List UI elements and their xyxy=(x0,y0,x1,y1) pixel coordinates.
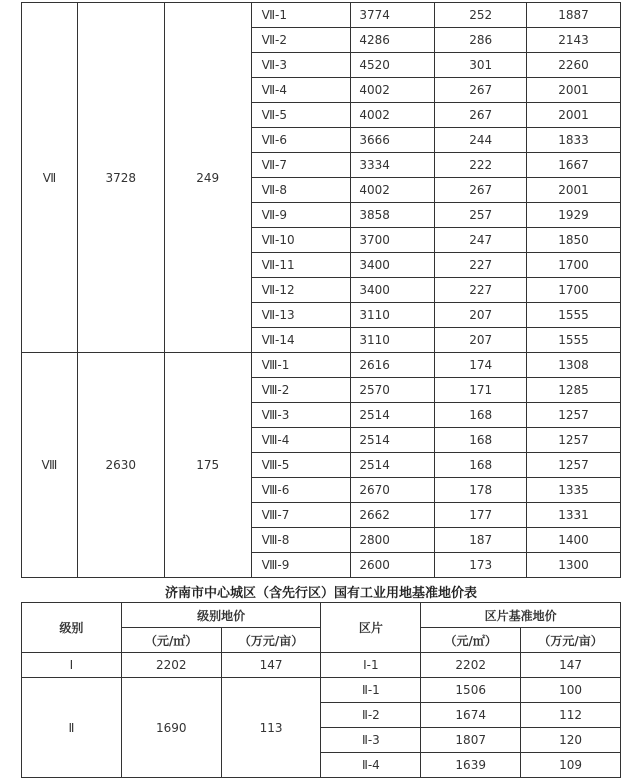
zone-cell: Ⅱ-2 xyxy=(321,703,421,728)
zone-cell: Ⅶ-14 xyxy=(251,328,351,353)
value-cell: 227 xyxy=(435,278,527,303)
level-cell: Ⅶ xyxy=(22,3,78,353)
level-price-cell: 175 xyxy=(164,353,251,578)
value-cell: 3110 xyxy=(351,328,435,353)
value-cell: 1257 xyxy=(527,453,621,478)
value-cell: 1667 xyxy=(527,153,621,178)
value-cell: 2260 xyxy=(527,53,621,78)
value-cell: 4002 xyxy=(351,78,435,103)
value-cell: 267 xyxy=(435,103,527,128)
value-cell: 1555 xyxy=(527,303,621,328)
value-cell: 267 xyxy=(435,178,527,203)
value-cell: 1335 xyxy=(527,478,621,503)
zone-cell: Ⅶ-3 xyxy=(251,53,351,78)
value-cell: 1700 xyxy=(527,278,621,303)
zone-cell: Ⅶ-2 xyxy=(251,28,351,53)
value-cell: 2514 xyxy=(351,428,435,453)
header-level-price: 级别地价 xyxy=(121,603,321,628)
value-cell: 109 xyxy=(521,753,621,778)
level-price-cell: 249 xyxy=(164,3,251,353)
value-cell: 1700 xyxy=(527,253,621,278)
value-cell: 2800 xyxy=(351,528,435,553)
level-price-cell: 113 xyxy=(221,678,321,778)
value-cell: 2001 xyxy=(527,103,621,128)
zone-cell: Ⅶ-1 xyxy=(251,3,351,28)
value-cell: 2570 xyxy=(351,378,435,403)
value-cell: 301 xyxy=(435,53,527,78)
value-cell: 247 xyxy=(435,228,527,253)
table-row xyxy=(22,3,621,28)
zone-cell: Ⅱ-1 xyxy=(321,678,421,703)
industrial-land-price-table xyxy=(21,602,621,778)
value-cell: 2202 xyxy=(421,653,521,678)
level-price-cell: 3728 xyxy=(77,3,164,353)
value-cell: 207 xyxy=(435,303,527,328)
zone-cell: Ⅶ-6 xyxy=(251,128,351,153)
zone-cell: Ⅷ-1 xyxy=(251,353,351,378)
value-cell: 1929 xyxy=(527,203,621,228)
table-row xyxy=(22,678,621,703)
value-cell: 2662 xyxy=(351,503,435,528)
zone-cell: Ⅶ-11 xyxy=(251,253,351,278)
value-cell: 207 xyxy=(435,328,527,353)
value-cell: 267 xyxy=(435,78,527,103)
header-zone: 区片 xyxy=(321,603,421,653)
value-cell: 3334 xyxy=(351,153,435,178)
value-cell: 2670 xyxy=(351,478,435,503)
value-cell: 1257 xyxy=(527,428,621,453)
zone-cell: Ⅱ-4 xyxy=(321,753,421,778)
zone-cell: Ⅶ-8 xyxy=(251,178,351,203)
value-cell: 100 xyxy=(521,678,621,703)
level-price-cell: 2202 xyxy=(121,653,221,678)
zone-cell: Ⅷ-8 xyxy=(251,528,351,553)
zone-cell: Ⅶ-5 xyxy=(251,103,351,128)
table-row xyxy=(22,353,621,378)
value-cell: 1639 xyxy=(421,753,521,778)
value-cell: 174 xyxy=(435,353,527,378)
value-cell: 1807 xyxy=(421,728,521,753)
level-cell: Ⅱ xyxy=(22,678,122,778)
zone-cell: Ⅷ-9 xyxy=(251,553,351,578)
value-cell: 112 xyxy=(521,703,621,728)
zone-cell: Ⅷ-4 xyxy=(251,428,351,453)
value-cell: 1308 xyxy=(527,353,621,378)
value-cell: 2600 xyxy=(351,553,435,578)
value-cell: 147 xyxy=(521,653,621,678)
value-cell: 3400 xyxy=(351,278,435,303)
header-level: 级别 xyxy=(22,603,122,653)
table-row xyxy=(22,653,621,678)
value-cell: 187 xyxy=(435,528,527,553)
value-cell: 1887 xyxy=(527,3,621,28)
zone-cell: Ⅰ-1 xyxy=(321,653,421,678)
level-cell: Ⅰ xyxy=(22,653,122,678)
value-cell: 222 xyxy=(435,153,527,178)
value-cell: 1331 xyxy=(527,503,621,528)
value-cell: 4002 xyxy=(351,178,435,203)
header-unit-wan-mu: （万元/亩） xyxy=(521,628,621,653)
value-cell: 2001 xyxy=(527,178,621,203)
value-cell: 173 xyxy=(435,553,527,578)
value-cell: 1833 xyxy=(527,128,621,153)
zone-cell: Ⅷ-2 xyxy=(251,378,351,403)
value-cell: 1555 xyxy=(527,328,621,353)
value-cell: 244 xyxy=(435,128,527,153)
zone-cell: Ⅶ-4 xyxy=(251,78,351,103)
value-cell: 1850 xyxy=(527,228,621,253)
value-cell: 177 xyxy=(435,503,527,528)
header-unit-yuan-sqm: （元/㎡） xyxy=(121,628,221,653)
residential-land-price-table xyxy=(21,2,621,578)
value-cell: 1674 xyxy=(421,703,521,728)
zone-cell: Ⅶ-10 xyxy=(251,228,351,253)
zone-cell: Ⅷ-5 xyxy=(251,453,351,478)
value-cell: 120 xyxy=(521,728,621,753)
value-cell: 2514 xyxy=(351,453,435,478)
level-price-cell: 2630 xyxy=(77,353,164,578)
value-cell: 1400 xyxy=(527,528,621,553)
header-unit-wan-mu: （万元/亩） xyxy=(221,628,321,653)
value-cell: 1506 xyxy=(421,678,521,703)
header-zone-price: 区片基准地价 xyxy=(421,603,621,628)
zone-cell: Ⅷ-7 xyxy=(251,503,351,528)
zone-cell: Ⅷ-6 xyxy=(251,478,351,503)
value-cell: 1257 xyxy=(527,403,621,428)
zone-cell: Ⅱ-3 xyxy=(321,728,421,753)
level-price-cell: 147 xyxy=(221,653,321,678)
value-cell: 4286 xyxy=(351,28,435,53)
value-cell: 171 xyxy=(435,378,527,403)
value-cell: 3666 xyxy=(351,128,435,153)
value-cell: 168 xyxy=(435,428,527,453)
value-cell: 3700 xyxy=(351,228,435,253)
level-price-cell: 1690 xyxy=(121,678,221,778)
zone-cell: Ⅶ-9 xyxy=(251,203,351,228)
value-cell: 4002 xyxy=(351,103,435,128)
zone-cell: Ⅶ-13 xyxy=(251,303,351,328)
zone-cell: Ⅶ-12 xyxy=(251,278,351,303)
value-cell: 168 xyxy=(435,403,527,428)
header-unit-yuan-sqm: （元/㎡） xyxy=(421,628,521,653)
value-cell: 2143 xyxy=(527,28,621,53)
level-cell: Ⅷ xyxy=(22,353,78,578)
value-cell: 252 xyxy=(435,3,527,28)
value-cell: 3400 xyxy=(351,253,435,278)
value-cell: 3110 xyxy=(351,303,435,328)
value-cell: 1300 xyxy=(527,553,621,578)
value-cell: 227 xyxy=(435,253,527,278)
value-cell: 1285 xyxy=(527,378,621,403)
value-cell: 2001 xyxy=(527,78,621,103)
value-cell: 2616 xyxy=(351,353,435,378)
value-cell: 2514 xyxy=(351,403,435,428)
value-cell: 168 xyxy=(435,453,527,478)
value-cell: 4520 xyxy=(351,53,435,78)
zone-cell: Ⅶ-7 xyxy=(251,153,351,178)
value-cell: 257 xyxy=(435,203,527,228)
value-cell: 3774 xyxy=(351,3,435,28)
value-cell: 178 xyxy=(435,478,527,503)
table-caption: 济南市中心城区（含先行区）国有工业用地基准地价表 xyxy=(164,586,477,601)
value-cell: 286 xyxy=(435,28,527,53)
value-cell: 3858 xyxy=(351,203,435,228)
zone-cell: Ⅷ-3 xyxy=(251,403,351,428)
